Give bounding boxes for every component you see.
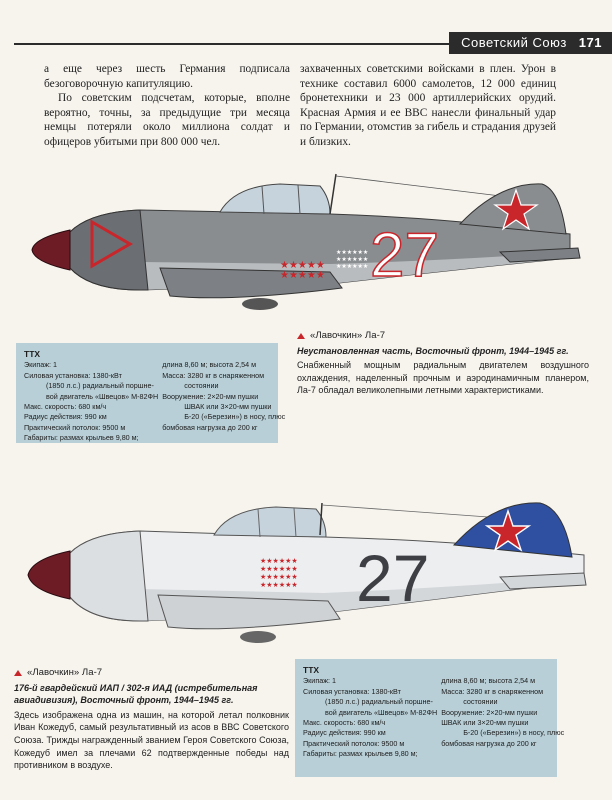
specs-line: состоянии [463,697,498,707]
specs-line: Масса: 3280 кг в снаряженном [441,686,544,696]
specs-right-column [441,676,564,759]
svg-text:★★★★★★: ★★★★★★ [260,557,298,565]
body-paragraph: захваченных советскими войсками в плен. Урон в технике составил 6000 самолетов, 12 000 единиц бронетехники и 23 000 артиллерийских орудий. Красная Армия и ее ВВС нанесли финальный удар по Германии, отомстив за гибель и страдания друзей и близких. [300,63,556,148]
specs-title: ТТХ [24,349,41,359]
specs-line: состоянии [184,381,219,391]
specs-title: ТТХ [303,665,320,675]
body-paragraph: а еще через шесть Германия подписала безоговорочную капитуляцию. [44,63,290,90]
specs-line: (1850 л.с.) радиальный поршне- [325,697,433,707]
body-paragraph: По советским подсчетам, которые, вполне вероятно, точны, за предыдущие три месяца немцы потеряли около миллиона солдат и офицеров убитыми при 800 000 чел. [44,92,290,148]
caption-aircraft-2 [14,667,289,772]
caption-aircraft-name: «Лавочкин» Ла-7 [27,667,103,678]
svg-text:★★★★★★: ★★★★★★ [336,249,369,256]
svg-text:★★★★★: ★★★★★ [280,270,325,281]
specs-left-column [24,360,158,443]
specs-line: бомбовая нагрузка до 200 кг [441,738,537,748]
specs-line: Вооружение: 2×20-мм пушки [162,391,259,401]
caption-description: Здесь изображена одна из машин, на которой летал полковник Иван Кожедуб, самый результативный из асов в ВВС Советского Союза. Трижды награжденный званием Героя Советского Союза, Кожедуб имел за плечами 62 подтвержденные победы над противником в воздухе. [14,709,289,771]
specs-line: ШВАК или 3×20-мм пушки [184,402,272,412]
specs-line: Габариты: размах крыльев 9,80 м; [303,749,418,759]
svg-text:★★★★★: ★★★★★ [280,260,325,271]
spinner [32,230,70,270]
svg-text:★★★★★★: ★★★★★★ [336,263,369,270]
svg-text:★★★★★★: ★★★★★★ [260,565,298,573]
body-column-right [300,62,556,150]
wing [158,595,340,629]
specs-line: Радиус действия: 990 км [24,412,107,422]
specs-line: вой двигатель «Швецов» М-82ФН [325,707,438,717]
specs-line: ШВАК или 3×20-мм пушки [441,718,529,728]
specs-line: Масса: 3280 кг в снаряженном [162,370,265,380]
triangle-marker-icon [14,670,22,676]
svg-text:★★★★★★: ★★★★★★ [260,573,298,581]
specs-line: Макс. скорость: 680 км/ч [303,718,386,728]
canopy [220,184,330,214]
caption-unit: 176-й гвардейский ИАП / 302-я ИАД (истребительная авиадивизия), Восточный фронт, 1944–1945 гг. [14,682,258,706]
running-header [449,32,612,54]
specs-line: Б-20 («Березин») в носу, плюс [184,412,286,422]
caption-description: Снабженный мощным радиальным двигателем воздушного охлаждения, наделенный прочным и аэродинамичным планером, Ла-7 обладал великолепными летными характеристиками. [297,360,589,396]
aircraft-profile-la7-white [24,497,596,657]
svg-text:★★★★★★: ★★★★★★ [260,581,298,589]
specs-line: Практический потолок: 9500 м [24,422,126,432]
aircraft-profile-la7-grey [30,172,590,322]
specs-box [295,659,565,777]
canopy [214,507,326,537]
specs-line: Экипаж: 1 [24,360,58,370]
triangle-marker-icon [297,333,305,339]
spinner [28,551,70,599]
section-title: Советский Союз [461,35,567,50]
specs-left-column [303,676,437,759]
caption-aircraft-name: «Лавочкин» Ла-7 [310,330,386,341]
specs-line: Габариты: размах крыльев 9,80 м; [24,433,139,443]
specs-line: Радиус действия: 990 км [303,728,386,738]
specs-line: Практический потолок: 9500 м [303,738,405,748]
specs-line: Вооружение: 2×20-мм пушки [441,707,538,717]
body-column-left [44,62,290,150]
specs-line: (1850 л.с.) радиальный поршне- [46,381,154,391]
specs-box [16,343,286,443]
specs-line: Экипаж: 1 [303,676,337,686]
specs-line: Силовая установка: 1380-кВт [24,370,122,380]
specs-line: длина 8,60 м; высота 2,54 м [162,360,257,370]
caption-aircraft-1 [297,330,589,397]
specs-line: Силовая установка: 1380-кВт [303,686,401,696]
specs-line: длина 8,60 м; высота 2,54 м [441,676,536,686]
svg-text:★★★★★★: ★★★★★★ [336,256,369,263]
specs-line: Б-20 («Березин») в носу, плюс [463,728,565,738]
specs-line: Макс. скорость: 680 км/ч [24,402,107,412]
specs-right-column [162,360,285,443]
page-number: 171 [578,35,602,50]
caption-unit: Неустановленная часть, Восточный фронт, 1944–1945 гг. [297,345,569,356]
specs-line: вой двигатель «Швецов» М-82ФН [46,391,159,401]
specs-line: бомбовая нагрузка до 200 кг [162,422,258,432]
tactical-number: 27 [370,221,439,290]
tactical-number: 27 [356,541,430,615]
